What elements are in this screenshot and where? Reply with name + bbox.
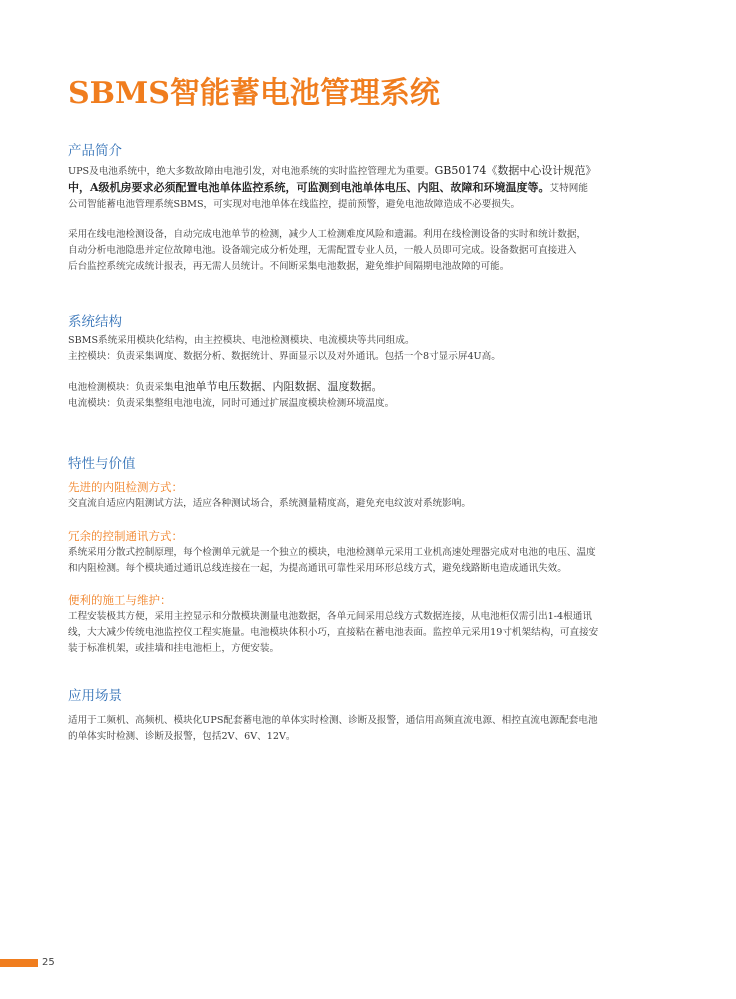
intro-p2-line-2: 自动分析电池隐患并定位故障电池。设备端完成分析处理，无需配置专业人员，一般人员即可完成。设备数据可直接进入	[68, 245, 577, 257]
intro-paragraph-1	[68, 163, 668, 214]
feature-1-text	[68, 496, 668, 512]
applications-text	[68, 713, 668, 745]
feature-3-line-1: 工程安装极其方便，采用主控显示和分散模块测量电池数据，各单元间采用总线方式数据连接，从电池柜仅需引出1-4根通讯	[68, 611, 592, 622]
section-heading-intro: 产品简介	[68, 143, 122, 159]
feature-3-text	[68, 609, 668, 658]
structure-block-2	[68, 379, 668, 412]
feature-2-text	[68, 545, 668, 577]
intro-p1-line-3: 公司智能蓄电池管理系统SBMS，可实现对电池单体在线监控，提前预警，避免电池故障造成不必要损失。	[68, 199, 521, 211]
structure-line-3: 电池检测模块：负责采集电池单节电压数据、内阻数据、温度数据。	[68, 380, 383, 393]
feature-3-line-2: 线，大大减少传统电池监控仪工程实施量。电池模块体积小巧，直接粘在蓄电池表面。监控单元采用19寸机架结构，可直接安	[68, 627, 599, 639]
feature-2-title: 冗余的控制通讯方式：	[68, 529, 183, 543]
section-heading-structure: 系统结构	[68, 314, 122, 330]
section-heading-features: 特性与价值	[68, 456, 136, 472]
intro-p2-line-3: 后台监控系统完成统计报表，再无需人员统计。不间断采集电池数据，避免维护间隔期电池故障的可能。	[68, 261, 510, 273]
feature-2-line-1: 系统采用分散式控制原理，每个检测单元就是一个独立的模块，电池检测单元采用工业机高速处理器完成对电池的电压、温度	[68, 547, 596, 558]
feature-1-title: 先进的内阻检测方式：	[68, 480, 183, 494]
feature-3-line-3: 装于标准机架，或挂墙和挂电池柜上，方便安装。	[68, 643, 280, 655]
intro-p1-line-2: 中，A级机房要求必须配置电池单体监控系统，可监测到电池单体电压、内阻、故障和环境温度等。艾特网能	[68, 181, 588, 195]
page-title: SBMS智能蓄电池管理系统	[68, 76, 440, 111]
battery-data-emphasis: 电池单节电压数据、内阻数据、温度数据。	[173, 380, 383, 393]
structure-line-4: 电流模块：负责采集整组电池电流，同时可通过扩展温度模块检测环境温度。	[68, 398, 395, 410]
feature-3-title: 便利的施工与维护：	[68, 593, 172, 607]
structure-line-1: SBMS系统采用模块化结构，由主控模块、电池检测模块、电流模块等共同组成。	[68, 335, 415, 346]
intro-p1-line-1: UPS及电池系统中，绝大多数故障由电池引发，对电池系统的实时监控管理尤为重要。GB50174《数据中心设计规范》	[68, 164, 597, 177]
structure-line-2: 主控模块：负责采集调度、数据分析、数据统计、界面显示以及对外通讯。包括一个8寸显示屏4U高。	[68, 351, 501, 363]
page-number: 25	[42, 957, 55, 968]
intro-emphasis: 中，A级机房要求必须配置电池单体监控系统，可监测到电池单体电压、内阻、故障和环境温度等。	[68, 181, 550, 195]
intro-p2-line-1: 采用在线电池检测设备，自动完成电池单节的检测，减少人工检测难度风险和遗漏。利用在线检测设备的实时和统计数据，	[68, 229, 587, 240]
footer-accent-bar	[0, 959, 38, 967]
standard-reference: GB50174《数据中心设计规范》	[434, 164, 597, 177]
applications-line-2: 的单体实时检测、诊断及报警，包括2V、6V、12V。	[68, 731, 296, 743]
section-heading-applications: 应用场景	[68, 688, 122, 704]
feature-1-line-1: 交直流自适应内阻测试方法，适应各种测试场合，系统测量精度高，避免充电纹波对系统影响。	[68, 498, 471, 509]
applications-line-1: 适用于工频机、高频机、模块化UPS配套蓄电池的单体实时检测、诊断及报警，通信用高频直流电源、相控直流电源配套电池	[68, 715, 598, 726]
intro-paragraph-2	[68, 227, 668, 276]
feature-2-line-2: 和内阻检测。每个模块通过通讯总线连接在一起，为提高通讯可靠性采用环形总线方式，避免线路断电造成通讯失效。	[68, 563, 567, 575]
structure-block	[68, 333, 668, 365]
